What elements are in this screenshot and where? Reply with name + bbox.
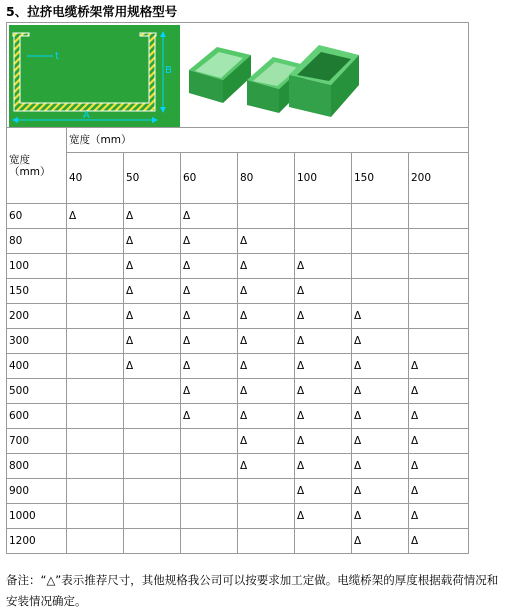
column-header-label: 宽度（mm）	[67, 128, 469, 153]
recommended-mark: Δ	[295, 304, 352, 329]
row-header: 900	[7, 479, 67, 504]
empty-cell	[238, 204, 295, 229]
empty-cell	[67, 429, 124, 454]
empty-cell	[181, 504, 238, 529]
table-row	[7, 354, 469, 379]
recommended-mark: Δ	[409, 429, 469, 454]
recommended-mark: Δ	[181, 404, 238, 429]
recommended-mark: Δ	[124, 204, 181, 229]
empty-cell	[67, 504, 124, 529]
dimension-label-b: B	[165, 65, 172, 76]
empty-cell	[67, 379, 124, 404]
dimension-label-t: t	[55, 51, 59, 62]
recommended-mark: Δ	[295, 454, 352, 479]
recommended-mark: Δ	[181, 229, 238, 254]
empty-cell	[238, 479, 295, 504]
empty-cell	[352, 229, 409, 254]
table-row	[7, 529, 469, 554]
recommended-mark: Δ	[352, 454, 409, 479]
recommended-mark: Δ	[181, 254, 238, 279]
empty-cell	[409, 229, 469, 254]
row-header: 400	[7, 354, 67, 379]
empty-cell	[181, 429, 238, 454]
row-header: 80	[7, 229, 67, 254]
recommended-mark: Δ	[409, 354, 469, 379]
recommended-mark: Δ	[409, 379, 469, 404]
recommended-mark: Δ	[181, 304, 238, 329]
empty-cell	[352, 279, 409, 304]
recommended-mark: Δ	[295, 504, 352, 529]
table-row	[7, 379, 469, 404]
recommended-mark: Δ	[352, 479, 409, 504]
empty-cell	[124, 429, 181, 454]
empty-cell	[181, 529, 238, 554]
recommended-mark: Δ	[124, 254, 181, 279]
row-header: 600	[7, 404, 67, 429]
recommended-mark: Δ	[124, 304, 181, 329]
spec-table	[6, 22, 469, 554]
cross-section-diagram	[9, 25, 180, 127]
empty-cell	[295, 529, 352, 554]
empty-cell	[352, 254, 409, 279]
recommended-mark: Δ	[181, 279, 238, 304]
table-row	[7, 504, 469, 529]
recommended-mark: Δ	[295, 479, 352, 504]
empty-cell	[124, 529, 181, 554]
empty-cell	[67, 404, 124, 429]
recommended-mark: Δ	[295, 354, 352, 379]
empty-cell	[409, 254, 469, 279]
empty-cell	[181, 454, 238, 479]
footnote: 备注：“△”表示推荐尺寸，其他规格我公司可以按要求加工定做。电缆桥架的厚度根据载荷情况和安装情况确定。	[6, 573, 499, 608]
table-row	[7, 404, 469, 429]
row-header: 1000	[7, 504, 67, 529]
recommended-mark: Δ	[181, 329, 238, 354]
recommended-mark: Δ	[181, 204, 238, 229]
empty-cell	[124, 379, 181, 404]
empty-cell	[124, 479, 181, 504]
recommended-mark: Δ	[409, 454, 469, 479]
table-row	[7, 279, 469, 304]
recommended-mark: Δ	[238, 229, 295, 254]
recommended-mark: Δ	[409, 404, 469, 429]
recommended-mark: Δ	[124, 354, 181, 379]
table-row	[7, 304, 469, 329]
recommended-mark: Δ	[124, 229, 181, 254]
empty-cell	[124, 454, 181, 479]
recommended-mark: Δ	[352, 304, 409, 329]
empty-cell	[67, 529, 124, 554]
recommended-mark: Δ	[352, 404, 409, 429]
recommended-mark: Δ	[352, 529, 409, 554]
row-header-label: 宽度 （mm）	[7, 128, 67, 204]
row-header: 100	[7, 254, 67, 279]
recommended-mark: Δ	[181, 354, 238, 379]
empty-cell	[409, 304, 469, 329]
recommended-mark: Δ	[409, 479, 469, 504]
empty-cell	[67, 254, 124, 279]
recommended-mark: Δ	[238, 354, 295, 379]
recommended-mark: Δ	[124, 329, 181, 354]
column-header: 40	[67, 153, 124, 204]
table-row	[7, 329, 469, 354]
table-row	[7, 254, 469, 279]
row-header: 60	[7, 204, 67, 229]
recommended-mark: Δ	[352, 329, 409, 354]
empty-cell	[67, 479, 124, 504]
row-header: 300	[7, 329, 67, 354]
empty-cell	[124, 404, 181, 429]
empty-cell	[409, 204, 469, 229]
recommended-mark: Δ	[352, 379, 409, 404]
section-title: 5、拉挤电缆桥架常用规格型号	[6, 4, 178, 19]
recommended-mark: Δ	[295, 254, 352, 279]
column-header: 60	[181, 153, 238, 204]
row-header: 1200	[7, 529, 67, 554]
recommended-mark: Δ	[124, 279, 181, 304]
row-header: 200	[7, 304, 67, 329]
empty-cell	[67, 304, 124, 329]
recommended-mark: Δ	[352, 354, 409, 379]
empty-cell	[67, 329, 124, 354]
column-header: 150	[352, 153, 409, 204]
column-header: 200	[409, 153, 469, 204]
recommended-mark: Δ	[238, 429, 295, 454]
recommended-mark: Δ	[295, 379, 352, 404]
empty-cell	[67, 454, 124, 479]
recommended-mark: Δ	[238, 279, 295, 304]
product-image-cell	[7, 23, 469, 128]
recommended-mark: Δ	[181, 379, 238, 404]
table-row	[7, 454, 469, 479]
row-header: 700	[7, 429, 67, 454]
table-row	[7, 204, 469, 229]
empty-cell	[409, 279, 469, 304]
recommended-mark: Δ	[238, 454, 295, 479]
column-header: 100	[295, 153, 352, 204]
dimension-label-a: A	[83, 110, 90, 121]
recommended-mark: Δ	[409, 529, 469, 554]
recommended-mark: Δ	[352, 429, 409, 454]
recommended-mark: Δ	[409, 504, 469, 529]
empty-cell	[295, 204, 352, 229]
recommended-mark: Δ	[295, 404, 352, 429]
recommended-mark: Δ	[295, 279, 352, 304]
table-row	[7, 429, 469, 454]
cable-tray-photo	[181, 25, 371, 125]
column-header: 80	[238, 153, 295, 204]
table-row	[7, 229, 469, 254]
recommended-mark: Δ	[295, 329, 352, 354]
recommended-mark: Δ	[352, 504, 409, 529]
empty-cell	[409, 329, 469, 354]
table-row	[7, 479, 469, 504]
recommended-mark: Δ	[238, 404, 295, 429]
recommended-mark: Δ	[238, 329, 295, 354]
empty-cell	[238, 504, 295, 529]
row-header: 150	[7, 279, 67, 304]
row-header: 800	[7, 454, 67, 479]
empty-cell	[295, 229, 352, 254]
empty-cell	[238, 529, 295, 554]
empty-cell	[67, 279, 124, 304]
column-header: 50	[124, 153, 181, 204]
recommended-mark: Δ	[295, 429, 352, 454]
recommended-mark: Δ	[67, 204, 124, 229]
recommended-mark: Δ	[238, 379, 295, 404]
empty-cell	[67, 229, 124, 254]
empty-cell	[124, 504, 181, 529]
empty-cell	[181, 479, 238, 504]
row-header: 500	[7, 379, 67, 404]
recommended-mark: Δ	[238, 304, 295, 329]
empty-cell	[352, 204, 409, 229]
empty-cell	[67, 354, 124, 379]
recommended-mark: Δ	[238, 254, 295, 279]
